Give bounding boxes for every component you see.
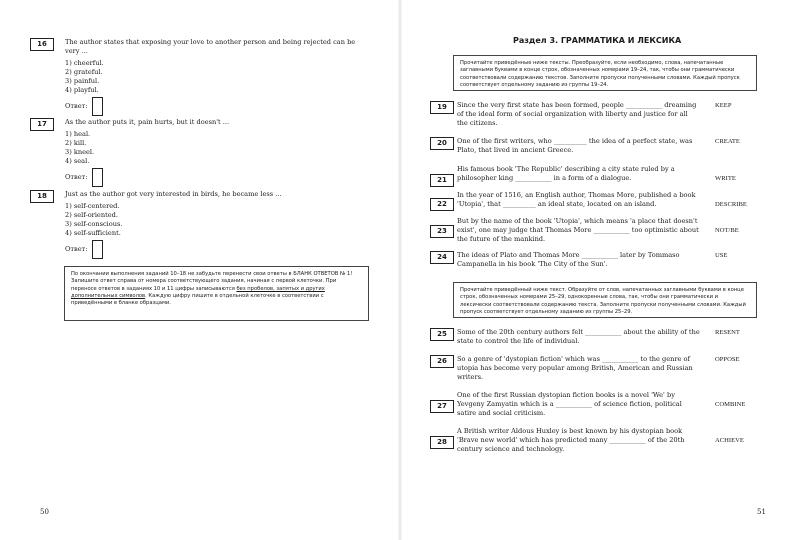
question-text: Just as the author got very interested in birds, he became less ...	[65, 190, 282, 198]
right-page	[405, 0, 800, 540]
option: 4) seal.	[65, 157, 90, 165]
option: 4) playful.	[65, 86, 99, 94]
option: 3) painful.	[65, 77, 100, 85]
answer-label: Ответ:	[65, 173, 88, 181]
note-underlined-text: без пробелов, запятых и других дополнительных символов	[71, 285, 325, 299]
item-keyword: RESENT	[715, 329, 740, 336]
note-text: По окончании выполнения заданий 10–18 не забудьте перенести свои ответы в БЛАНК ОТВЕТОВ № 1! Запишите ответ справа от номера соответствующего задания, начиная с первой клеточки. При переносе ответов в заданиях 10 и 11 цифры записываются	[71, 271, 353, 292]
option: 2) self-oriented.	[65, 211, 118, 219]
question-number: 17	[30, 118, 54, 131]
item-keyword: NOT/BE	[715, 227, 739, 234]
question-number: 16	[30, 38, 54, 51]
option: 1) self-centered.	[65, 202, 120, 210]
answer-row	[65, 97, 103, 116]
instructions-box-2: Прочитайте приведённый ниже текст. Образуйте от слов, напечатанных заглавными буквами в конце строк, обозначенных номерами 25–29, однокоренные слова, так, чтобы они грамматически и лексически соответствовали содержанию текста. Заполните пропуски полученными словами. Каждый пропуск соответствует отдельному заданию из группы 25–29.	[453, 282, 757, 318]
note-text-end: . Каждую цифру пишите в отдельной клеточке в соответствии с приведёнными в бланке образцами.	[71, 292, 324, 307]
question-number: 18	[30, 190, 54, 203]
answer-box[interactable]	[92, 168, 103, 187]
item-keyword: KEEP	[715, 102, 732, 109]
item-text: Since the very first state has been formed, people ___________ dreaming of the ideal form of social organization with liberty and justice for all the citizens.	[457, 101, 697, 127]
item-number: 23	[430, 225, 454, 238]
question-text: The author states that exposing your love to another person and being rejected can be very ...	[65, 38, 356, 55]
item-number: 28	[430, 436, 454, 449]
item-keyword: CREATE	[715, 138, 740, 145]
left-page	[0, 0, 395, 540]
item-keyword: WRITE	[715, 175, 736, 182]
page-number-right: 51	[757, 508, 766, 516]
option: 2) kill.	[65, 139, 87, 147]
answer-label: Ответ:	[65, 102, 88, 110]
item-keyword: OPPOSE	[715, 356, 740, 363]
item-text: The ideas of Plato and Thomas More ___________ later by Tommaso Campanella in his book 'The City of the Sun'.	[457, 251, 680, 268]
item-text: A British writer Aldous Huxley is best known by his dystopian book 'Brave new world' which has predicted many ___________ of the 20th century science and technology.	[457, 427, 685, 453]
item-keyword: DESCRIBE	[715, 201, 747, 208]
item-number: 22	[430, 198, 454, 211]
item-keyword: ACHIEVE	[715, 437, 744, 444]
item-text: In the year of 1516, an English author, Thomas More, published a book 'Utopia', that __________ an ideal state, located on an island.	[457, 191, 696, 208]
item-text: One of the first Russian dystopian fiction books is a novel 'We' by Yevgeny Zamyatin which is a ___________ of science fiction, political satire and social criticism.	[457, 391, 682, 417]
item-number: 19	[430, 101, 454, 114]
item-text: One of the first writers, who __________ the idea of a perfect state, was Plato, that lived in ancient Greece.	[457, 137, 693, 154]
item-number: 25	[430, 328, 454, 341]
option: 1) heal.	[65, 130, 91, 138]
item-keyword: USE	[715, 252, 728, 259]
instructions-box-1: Прочитайте приведённые ниже тексты. Преобразуйте, если необходимо, слова, напечатанные заглавными буквами в конце строк, обозначенных номерами 19–24, так, чтобы они грамматически соответствовали содержанию текстов. Заполните пропуски полученными словами. Каждый пропуск соответствует отдельному заданию из группы 19–24.	[453, 55, 757, 91]
section-title: Раздел 3. ГРАММАТИКА И ЛЕКСИКА	[513, 36, 682, 45]
book-fold	[398, 0, 402, 540]
option: 4) self-sufficient.	[65, 229, 121, 237]
options-list	[65, 202, 122, 238]
answer-row	[65, 168, 103, 187]
transfer-instructions-box	[64, 266, 369, 321]
item-text: But by the name of the book 'Utopia', which means 'a place that doesn't exist', one may judge that Thomas More ___________ too optimistic about the future of the mankind.	[457, 217, 699, 243]
answer-box[interactable]	[92, 97, 103, 116]
answer-row	[65, 240, 103, 259]
item-text: His famous book 'The Republic' describing a city state ruled by a philosopher king ___________ in a form of a dialogue.	[457, 165, 675, 182]
options-list	[65, 59, 104, 95]
options-list	[65, 130, 94, 166]
item-number: 21	[430, 174, 454, 187]
item-keyword: COMBINE	[715, 401, 746, 408]
item-number: 24	[430, 251, 454, 264]
answer-box[interactable]	[92, 240, 103, 259]
item-number: 27	[430, 400, 454, 413]
option: 3) self-conscious.	[65, 220, 123, 228]
question-text: As the author puts it, pain hurts, but it doesn't ...	[65, 118, 230, 126]
item-text: So a genre of 'dystopian fiction' which was ___________ to the genre of utopia has become very popular among British, American and Russian writers.	[457, 355, 693, 381]
option: 1) cheerful.	[65, 59, 104, 67]
item-text: Some of the 20th century authors felt ___________ about the ability of the state to control the life of individual.	[457, 328, 700, 345]
item-number: 26	[430, 355, 454, 368]
page-number-left: 50	[40, 508, 49, 516]
answer-label: Ответ:	[65, 245, 88, 253]
option: 2) grateful.	[65, 68, 103, 76]
option: 3) kneel.	[65, 148, 95, 156]
item-number: 20	[430, 137, 454, 150]
